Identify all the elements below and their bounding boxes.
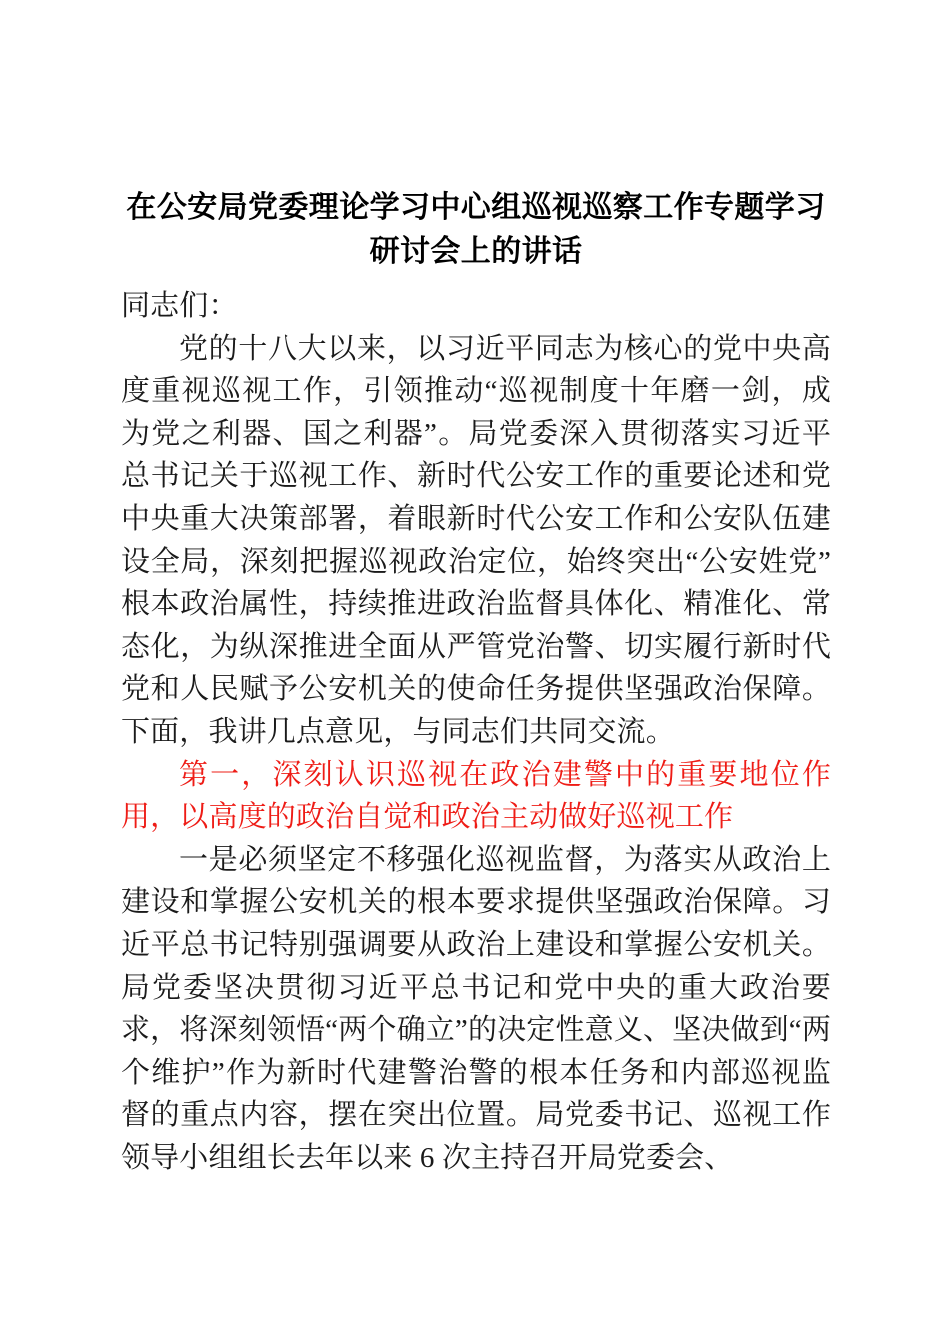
- salutation-line: 同志们：: [121, 290, 238, 322]
- page-title: 在公安局党委理论学习中心组巡视巡察工作专题学习研讨会上的讲话: [126, 191, 826, 268]
- body-paragraph-2: 一是必须坚定不移强化巡视监督，为落实从政治上建设和掌握公安机关的根本要求提供坚强政治保障。习近平总书记特别强调要从政治上建设和掌握公安机关。局党委坚决贯彻习近平总书记和党中央的重大政治要求，将深刻领悟“两个确立”的决定性意义、坚决做到“两个维护”作为新时代建警治警的根本任务和内部巡视监督的重点内容，摆在突出位置。局党委书记、巡视工作领导小组组长去年以来 6 次主持召开局党委会、: [121, 843, 831, 1174]
- section-heading-1: 第一，深刻认识巡视在政治建警中的重要地位作用，以高度的政治自觉和政治主动做好巡视工作: [121, 758, 831, 834]
- document-text-column: [121, 0, 831, 1179]
- body-paragraph-1: 党的十八大以来，以习近平同志为核心的党中央高度重视巡视工作，引领推动“巡视制度十年磨一剑，成为党之利器、国之利器”。局党委深入贯彻落实习近平总书记关于巡视工作、新时代公安工作的重要论述和党中央重大决策部署，着眼新时代公安工作和公安队伍建设全局，深刻把握巡视政治定位，始终突出“公安姓党”根本政治属性，持续推进政治监督具体化、精准化、常态化，为纵深推进全面从严管党治警、切实履行新时代党和人民赋予公安机关的使命任务提供坚强政治保障。下面，我讲几点意见，与同志们共同交流。: [121, 332, 831, 748]
